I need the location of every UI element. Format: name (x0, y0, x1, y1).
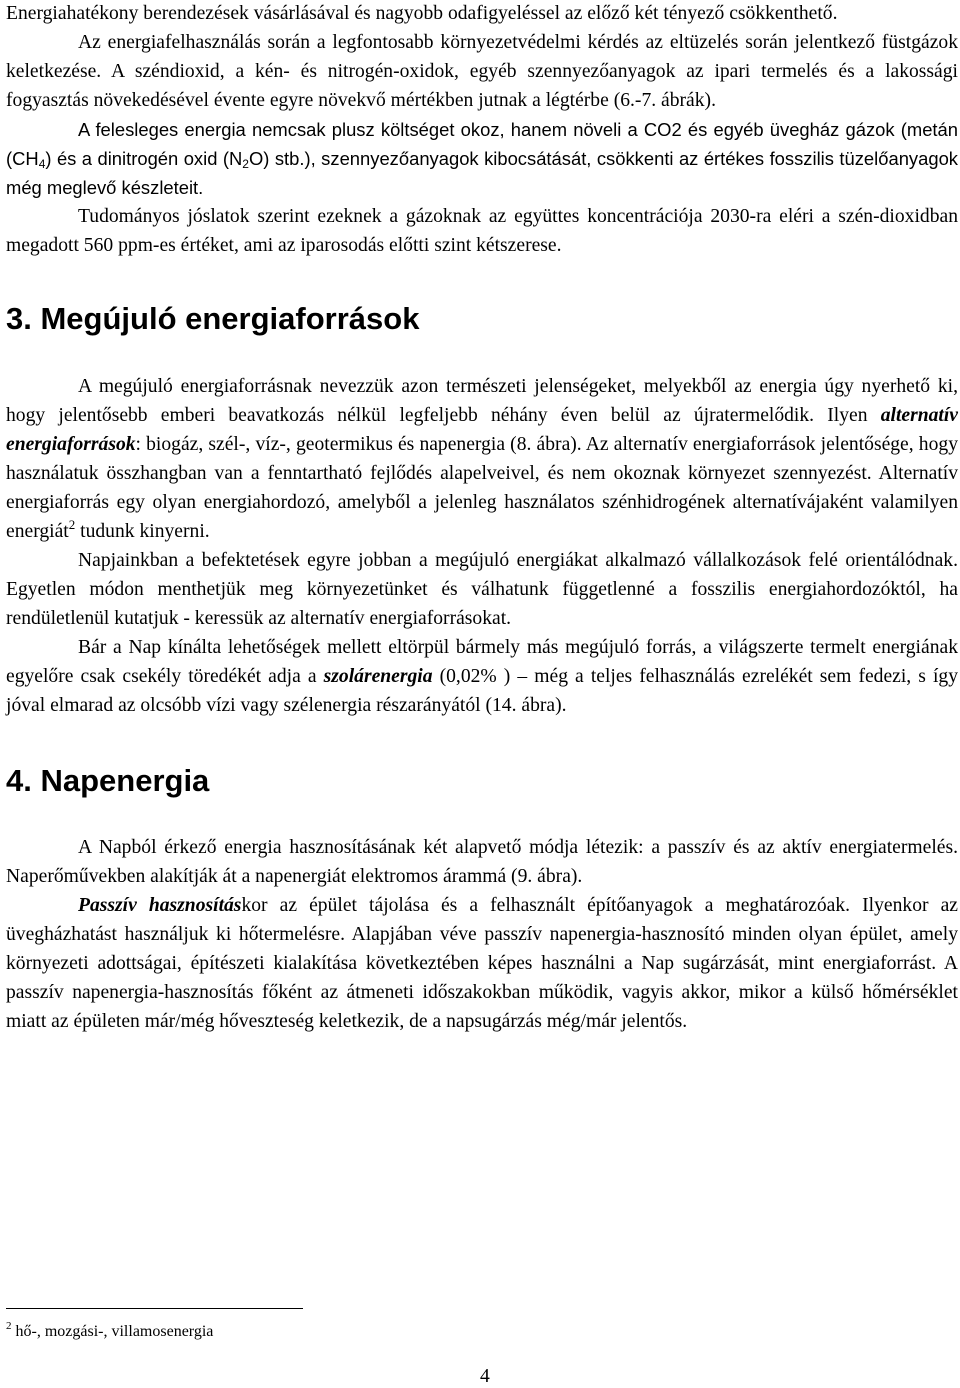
section-3-paragraph-1 (6, 372, 958, 546)
intro-paragraph-3-text-b: ) és a dinitrogén oxid (N (45, 148, 243, 169)
document-page (6, 0, 958, 1387)
intro-paragraph-1: Energiahatékony berendezések vásárlásával és nagyobb odafigyeléssel az előző két tényező csökkenthető. (6, 3, 838, 24)
passive-use-emphasis: Passzív hasznosítás (78, 895, 242, 916)
ch4-subscript: 4 (38, 157, 46, 171)
intro-paragraph-3 (6, 115, 958, 202)
solar-energy-emphasis: szolárenergia (323, 666, 433, 687)
section-3-paragraph-1-text-b: : biogáz, szél-, víz-, geotermikus és napenergia (8. ábra). Az alternatív energiaforrások jelentősége, hogy használatuk összhangban van a fenntartható fejlődés alapelveivel, és nem okoznak környezet szennyezést. Alternatív energiaforrás egy olyan energiahordozó, amelyből a jelenleg használatos szénhidrogének alternatívájaként valamilyen energiát (6, 434, 958, 542)
intro-paragraph-4: Tudományos jóslatok szerint ezeknek a gázoknak az együttes koncentrációja 2030-ra eléri a szén-dioxidban megadott 560 ppm-es értéket, ami az iparosodás előtti szint kétszerese. (6, 206, 958, 256)
section-3-paragraph-3-text-b: (0,02% ) – még a teljes felhasználás ezrelékét sem fedezi, s így jóval elmarad az olcsóbb vízi vagy szélenergia részarányától (14. ábra). (6, 666, 958, 716)
section-4-heading: 4. Napenergia (6, 763, 210, 798)
section-3-paragraph-3-text-a: Bár a Nap kínálta lehetőségek mellett eltörpül bármely más megújuló forrás, a világszerte termelt energiának egyelőre csak csekély töredékét adja a (6, 637, 958, 687)
footnote-marker: 2 (6, 1320, 12, 1332)
intro-paragraph-2 (6, 28, 958, 115)
footnote-separator (6, 1308, 303, 1309)
footnote-text: hő-, mozgási-, villamosenergia (11, 1323, 214, 1340)
intro-paragraph-3-text-a: A felesleges energia nemcsak plusz költséget okoz, hanem növeli a CO2 és egyéb üvegház gázok (metán (CH (6, 119, 958, 169)
section-3-paragraph-3 (6, 633, 958, 720)
page-number: 4 (480, 1366, 490, 1387)
intro-paragraph-2-text: Az energiafelhasználás során a legfontosabb környezetvédelmi kérdés az eltüzelés során jelentkező füstgázok keletkezése. A széndioxid, a kén- és nitrogén-oxidok, egyéb szennyezőanyagok az ipari termelés és a lakossági fogyasztás növekedésével évente egyre növekvő mértékben jutnak a légtérbe (6.-7. ábrák). (6, 32, 958, 111)
section-3-heading: 3. Megújuló energiaforrások (6, 301, 420, 336)
alternative-energy-emphasis: alternatív energiaforrások (6, 405, 958, 455)
section-4-paragraph-2-text: kor az épület tájolása és a felhasznált építőanyagok a meghatározóak. Ilyenkor az üvegházhatást használjuk ki hőtermelésre. Alapjában véve passzív napenergia-hasznosító minden olyan épület, amely környezeti adottságai, építészeti kialakítása következtében képes használni a Nap sugárzását, mint energiaforrást. A passzív napenergia-hasznosítás főként az átmeneti időszakokban működik, vagyis akkor, mikor a külső hőmérséklet miatt az épületen már/még hőveszteség keletkezik, de a napsugárzás még/már jelentős. (6, 895, 958, 1032)
footnote (6, 1322, 213, 1342)
section-3-paragraph-2: Napjainkban a befektetések egyre jobban a megújuló energiákat alkalmazó vállalkozások felé orientálódnak. Egyetlen módon menthetjük meg környezetünket és válhatunk függetlenné a fosszilis energiahordozóktól, ha rendületlenül kutatjuk - keressük az alternatív energiaforrásokat. (6, 550, 958, 629)
section-3-paragraph-1-text-c: tudunk kinyerni. (75, 521, 210, 542)
n2o-subscript: 2 (242, 157, 249, 171)
section-3-paragraph-1-text-a: A megújuló energiaforrásnak nevezzük azon természeti jelenségeket, melyekből az energia úgy nyerhető ki, hogy jelentősebb emberi beavatkozás nélkül legfeljebb néhány éven belül az újratermelődik. Ilyen (6, 376, 958, 426)
footnote-reference[interactable]: 2 (68, 517, 76, 532)
section-4-paragraph-1: A Napból érkező energia hasznosításának két alapvető módja létezik: a passzív és az aktív energiatermelés. Naperőművekben alakítják át a napenergiát elektromos árammá (9. ábra). (6, 837, 958, 887)
intro-paragraph-3-text-c: O) stb.), szennyezőanyagok kibocsátását, csökkenti az értékes fosszilis tüzelőanyagok még meglevő készleteit. (6, 148, 958, 198)
section-4-paragraph-2 (6, 891, 958, 1036)
